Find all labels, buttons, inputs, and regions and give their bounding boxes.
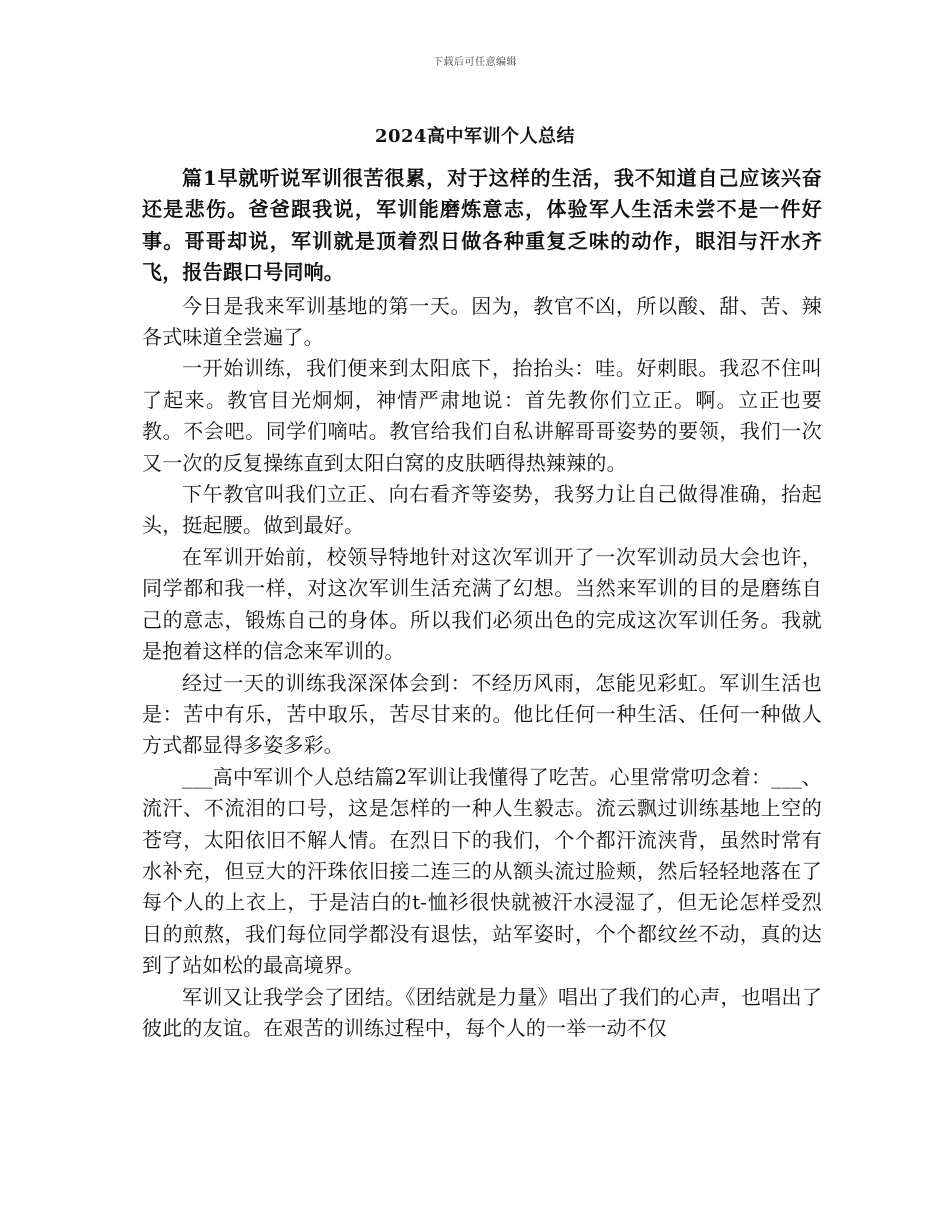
- document-title: 2024高中军训个人总结: [374, 126, 576, 147]
- paragraph-4: 下午教官叫我们立正、向右看齐等姿势，我努力让自己做得准确，抬起头，挺起腰。做到最好。: [142, 482, 822, 538]
- document-body: [142, 163, 822, 1044]
- paragraph-5: 在军训开始前，校领导特地针对这次军训开了一次军训动员大会也许，同学都和我一样，对这次军训生活充满了幻想。当然来军训的目的是磨练自己的意志，锻炼自己的身体。所以我们必须出色的完成这次军训任务。我就是抱着这样的信念来军训的。: [142, 544, 822, 664]
- paragraph-3: 一开始训练，我们便来到太阳底下，抬抬头：哇。好刺眼。我忍不住叫了起来。教官目光炯炯，神情严肃地说：首先教你们立正。啊。立正也要教。不会吧。同学们嘀咕。教官给我们自私讲解哥哥姿势的要领，我们一次又一次的反复操练直到太阳白窝的皮肤晒得热辣辣的。: [142, 356, 822, 475]
- header-note: 下载后可任意编辑: [433, 57, 517, 68]
- paragraph-1: 篇1早就听说军训很苦很累，对于这样的生活，我不知道自己应该兴奋还是悲伤。爸爸跟我说，军训能磨炼意志，体验军人生活未尝不是一件好事。哥哥却说，军训就是顶着烈日做各种重复乏味的动作，眼泪与汗水齐飞，报告跟口号同响。: [142, 166, 822, 285]
- paragraph-7: ___高中军训个人总结篇2军训让我懂得了吃苦。心里常常叨念着：___、流汗、不流泪的口号，这是怎样的一种人生毅志。流云飘过训练基地上空的苍穹，太阳依旧不解人情。在烈日下的我们，个个都汗流浃背，虽然时常有水补充，但豆大的汗珠依旧接二连三的从额头流过脸颊，然后轻轻地落在了每个人的上衣上，于是洁白的t-恤衫很快就被汗水浸湿了，但无论怎样受烈日的煎熬，我们每位同学都没有退怯，站军姿时，个个都纹丝不动，真的达到了站如松的最高境界。: [142, 764, 822, 978]
- paragraph-8: 军训又让我学会了团结。《团结就是力量》唱出了我们的心声，也唱出了彼此的友谊。在艰苦的训练过程中，每个人的一举一动不仅: [142, 984, 822, 1040]
- paragraph-6: 经过一天的训练我深深体会到：不经历风雨，怎能见彩虹。军训生活也是：苦中有乐，苦中取乐，苦尽甘来的。他比任何一种生活、任何一种做人方式都显得多姿多彩。: [142, 670, 822, 758]
- paragraph-2: 今日是我来军训基地的第一天。因为，教官不凶，所以酸、甜、苦、辣各式味道全尝遍了。: [142, 293, 822, 350]
